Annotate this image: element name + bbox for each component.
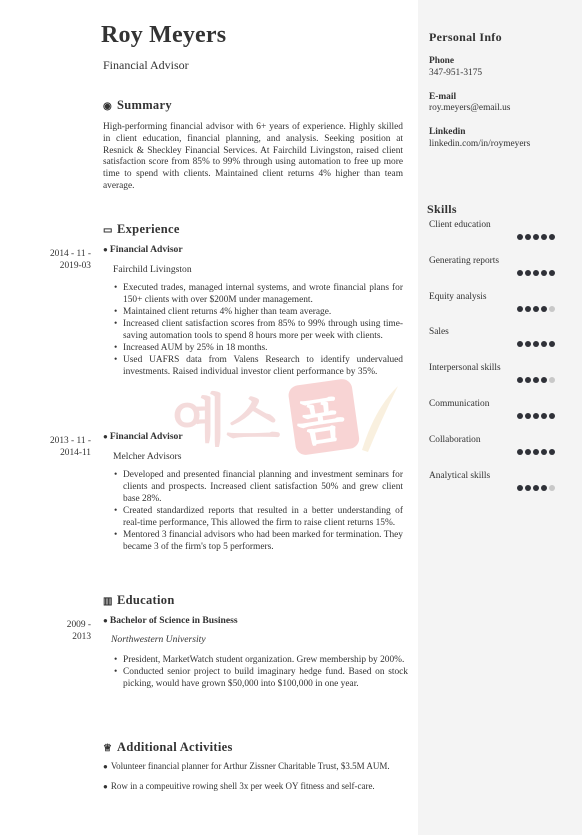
education-date-start: 2009 -: [66, 620, 91, 630]
rating-dot-filled: [525, 449, 531, 455]
skill-rating: [517, 234, 555, 240]
education-heading-label: Education: [117, 593, 175, 607]
summary-heading-label: Summary: [117, 98, 172, 112]
rating-dot-filled: [517, 485, 523, 491]
education-heading: [103, 593, 175, 608]
skill-rating: [517, 377, 555, 383]
job-1-bullets: [114, 282, 403, 378]
job-1-dates: [41, 248, 91, 272]
skill-name: Analytical skills: [429, 471, 491, 481]
briefcase-icon: ▭: [103, 225, 113, 236]
education-dates: [41, 619, 91, 643]
list-item: • Maintained client returns 4% higher than team average.: [114, 306, 403, 318]
activity-item-1: [103, 761, 413, 771]
rating-dot-filled: [541, 306, 547, 312]
rating-dot-filled: [533, 306, 539, 312]
rating-dot-filled: [533, 449, 539, 455]
skill-rating: [517, 485, 555, 491]
list-item: • President, MarketWatch student organization. Grew membership by 200%.: [114, 654, 408, 666]
rating-dot-filled: [533, 377, 539, 383]
skill-rating: [517, 413, 555, 419]
summary-icon: ◉: [103, 101, 113, 112]
linkedin-value: linkedin.com/in/roymeyers: [429, 139, 531, 149]
job-1-company: Fairchild Livingston: [113, 264, 192, 275]
rating-dot-empty: [549, 377, 555, 383]
candidate-name: Roy Meyers: [101, 22, 227, 48]
rating-dot-filled: [525, 413, 531, 419]
rating-dot-filled: [541, 341, 547, 347]
bullet-dot-icon: ●: [103, 762, 108, 771]
rating-dot-filled: [541, 413, 547, 419]
bullet-dot-icon: ●: [103, 616, 108, 625]
rating-dot-filled: [517, 234, 523, 240]
job-2-date-end: 2014-11: [60, 448, 91, 458]
job-1-title-label: Financial Advisor: [109, 244, 183, 255]
rating-dot-filled: [533, 413, 539, 419]
rating-dot-filled: [517, 270, 523, 276]
list-item: • Created standardized reports that resulted in a better understanding of real-time performance, This allowed the firm to raise client returns 15%.: [114, 505, 403, 529]
rating-dot-filled: [541, 270, 547, 276]
rating-dot-filled: [549, 270, 555, 276]
rating-dot-filled: [549, 413, 555, 419]
education-degree: [103, 615, 238, 626]
activity-item-1-text: Volunteer financial planner for Arthur Zissner Charitable Trust, $3.5M AUM.: [110, 761, 390, 771]
job-2-date-start: 2013 - 11 -: [49, 436, 91, 446]
rating-dot-filled: [541, 449, 547, 455]
skill-name: Interpersonal skills: [429, 363, 501, 373]
bullet-dot-icon: ●: [103, 782, 108, 791]
rating-dot-filled: [549, 234, 555, 240]
summary-heading: [103, 98, 172, 113]
rating-dot-filled: [533, 234, 539, 240]
phone-value: 347-951-3175: [429, 68, 483, 78]
rating-dot-filled: [525, 270, 531, 276]
skill-name: Communication: [429, 399, 490, 409]
job-1-date-start: 2014 - 11 -: [49, 249, 91, 259]
rating-dot-filled: [549, 449, 555, 455]
skills-heading: Skills: [427, 202, 457, 216]
skill-rating: [517, 449, 555, 455]
list-item: • Executed trades, managed internal systems, and wrote financial plans for 150+ clients with over $200M under management.: [114, 282, 403, 306]
job-2-company: Melcher Advisors: [113, 451, 182, 462]
education-school: Northwestern University: [111, 634, 206, 645]
rating-dot-filled: [533, 341, 539, 347]
sidebar: [418, 0, 582, 835]
job-2-dates: [41, 435, 91, 459]
job-1-title: [103, 244, 183, 255]
personal-info-heading: Personal Info: [429, 30, 502, 44]
rating-dot-filled: [525, 485, 531, 491]
skill-rating: [517, 306, 555, 312]
rating-dot-filled: [517, 377, 523, 383]
skill-name: Client education: [429, 220, 491, 230]
email-value: roy.meyers@email.us: [429, 103, 511, 113]
summary-text: High-performing financial advisor with 6+ years of experience. Highly skilled in client education, financial planning, and analysis. Seeking position at Resnick & Sheckley Financial Services. At Fairchild Livingston, raised client satisfaction score from 85% to 99% through using automation to free up more time to spend with clients. Maintained client returns 4% higher than team average.: [103, 122, 403, 191]
rating-dot-filled: [517, 341, 523, 347]
job-1-date-end: 2019-03: [59, 261, 91, 271]
activity-item-2: [103, 781, 413, 791]
trophy-icon: ♕: [103, 743, 113, 754]
rating-dot-filled: [541, 485, 547, 491]
graduation-icon: ▥: [103, 596, 113, 607]
rating-dot-filled: [541, 234, 547, 240]
phone-label: Phone: [429, 56, 455, 66]
rating-dot-filled: [525, 377, 531, 383]
bullet-dot-icon: ●: [103, 245, 108, 254]
job-2-title-label: Financial Advisor: [109, 431, 183, 442]
rating-dot-filled: [517, 413, 523, 419]
experience-heading-label: Experience: [117, 222, 180, 236]
watermark-logo: [170, 378, 400, 458]
activities-heading: [103, 740, 233, 755]
email-label: E-mail: [429, 92, 457, 102]
activity-item-2-text: Row in a compeuitive rowing shell 3x per week OY fitness and self-care.: [110, 781, 375, 791]
experience-heading: [103, 222, 180, 237]
activities-heading-label: Additional Activities: [117, 740, 233, 754]
linkedin-label: Linkedin: [429, 127, 466, 137]
rating-dot-filled: [533, 485, 539, 491]
rating-dot-filled: [533, 270, 539, 276]
skill-name: Equity analysis: [429, 292, 487, 302]
rating-dot-empty: [549, 485, 555, 491]
education-bullets: [114, 654, 408, 690]
job-2-bullets: [114, 469, 403, 553]
rating-dot-filled: [525, 234, 531, 240]
skill-rating: [517, 270, 555, 276]
education-degree-label: Bachelor of Science in Business: [109, 615, 238, 626]
list-item: • Increased AUM by 25% in 18 months.: [114, 342, 403, 354]
skill-name: Generating reports: [429, 256, 500, 266]
rating-dot-filled: [525, 341, 531, 347]
list-item: • Conducted senior project to build imaginary hedge fund. Based on stock picking, would have grown $50,000 into $100,000 in one year.: [114, 666, 408, 690]
svg-text:폼: 폼: [292, 389, 349, 454]
education-date-end: 2013: [72, 632, 91, 642]
skill-name: Sales: [429, 327, 449, 337]
list-item: • Used UAFRS data from Valens Research to identify undervalued investments. Raised individual investor client performance by 35%.: [114, 354, 403, 378]
candidate-title: Financial Advisor: [103, 58, 189, 72]
skill-name: Collaboration: [429, 435, 481, 445]
list-item: • Mentored 3 financial advisors who had been marked for termination. They became 3 of the firm's top 5 performers.: [114, 529, 403, 553]
rating-dot-empty: [549, 306, 555, 312]
skill-rating: [517, 341, 555, 347]
rating-dot-filled: [549, 341, 555, 347]
list-item: • Increased client satisfaction scores from 85% to 99% through using time-saving automation tools to spend 8 hours more per week with clients.: [114, 318, 403, 342]
rating-dot-filled: [517, 306, 523, 312]
list-item: • Developed and presented financial planning and investment seminars for clients and prospects. Increased client satisfaction 50% and grew client base 28%.: [114, 469, 403, 505]
rating-dot-filled: [541, 377, 547, 383]
rating-dot-filled: [517, 449, 523, 455]
svg-text:예스: 예스: [172, 389, 281, 454]
rating-dot-filled: [525, 306, 531, 312]
bullet-dot-icon: ●: [103, 432, 108, 441]
